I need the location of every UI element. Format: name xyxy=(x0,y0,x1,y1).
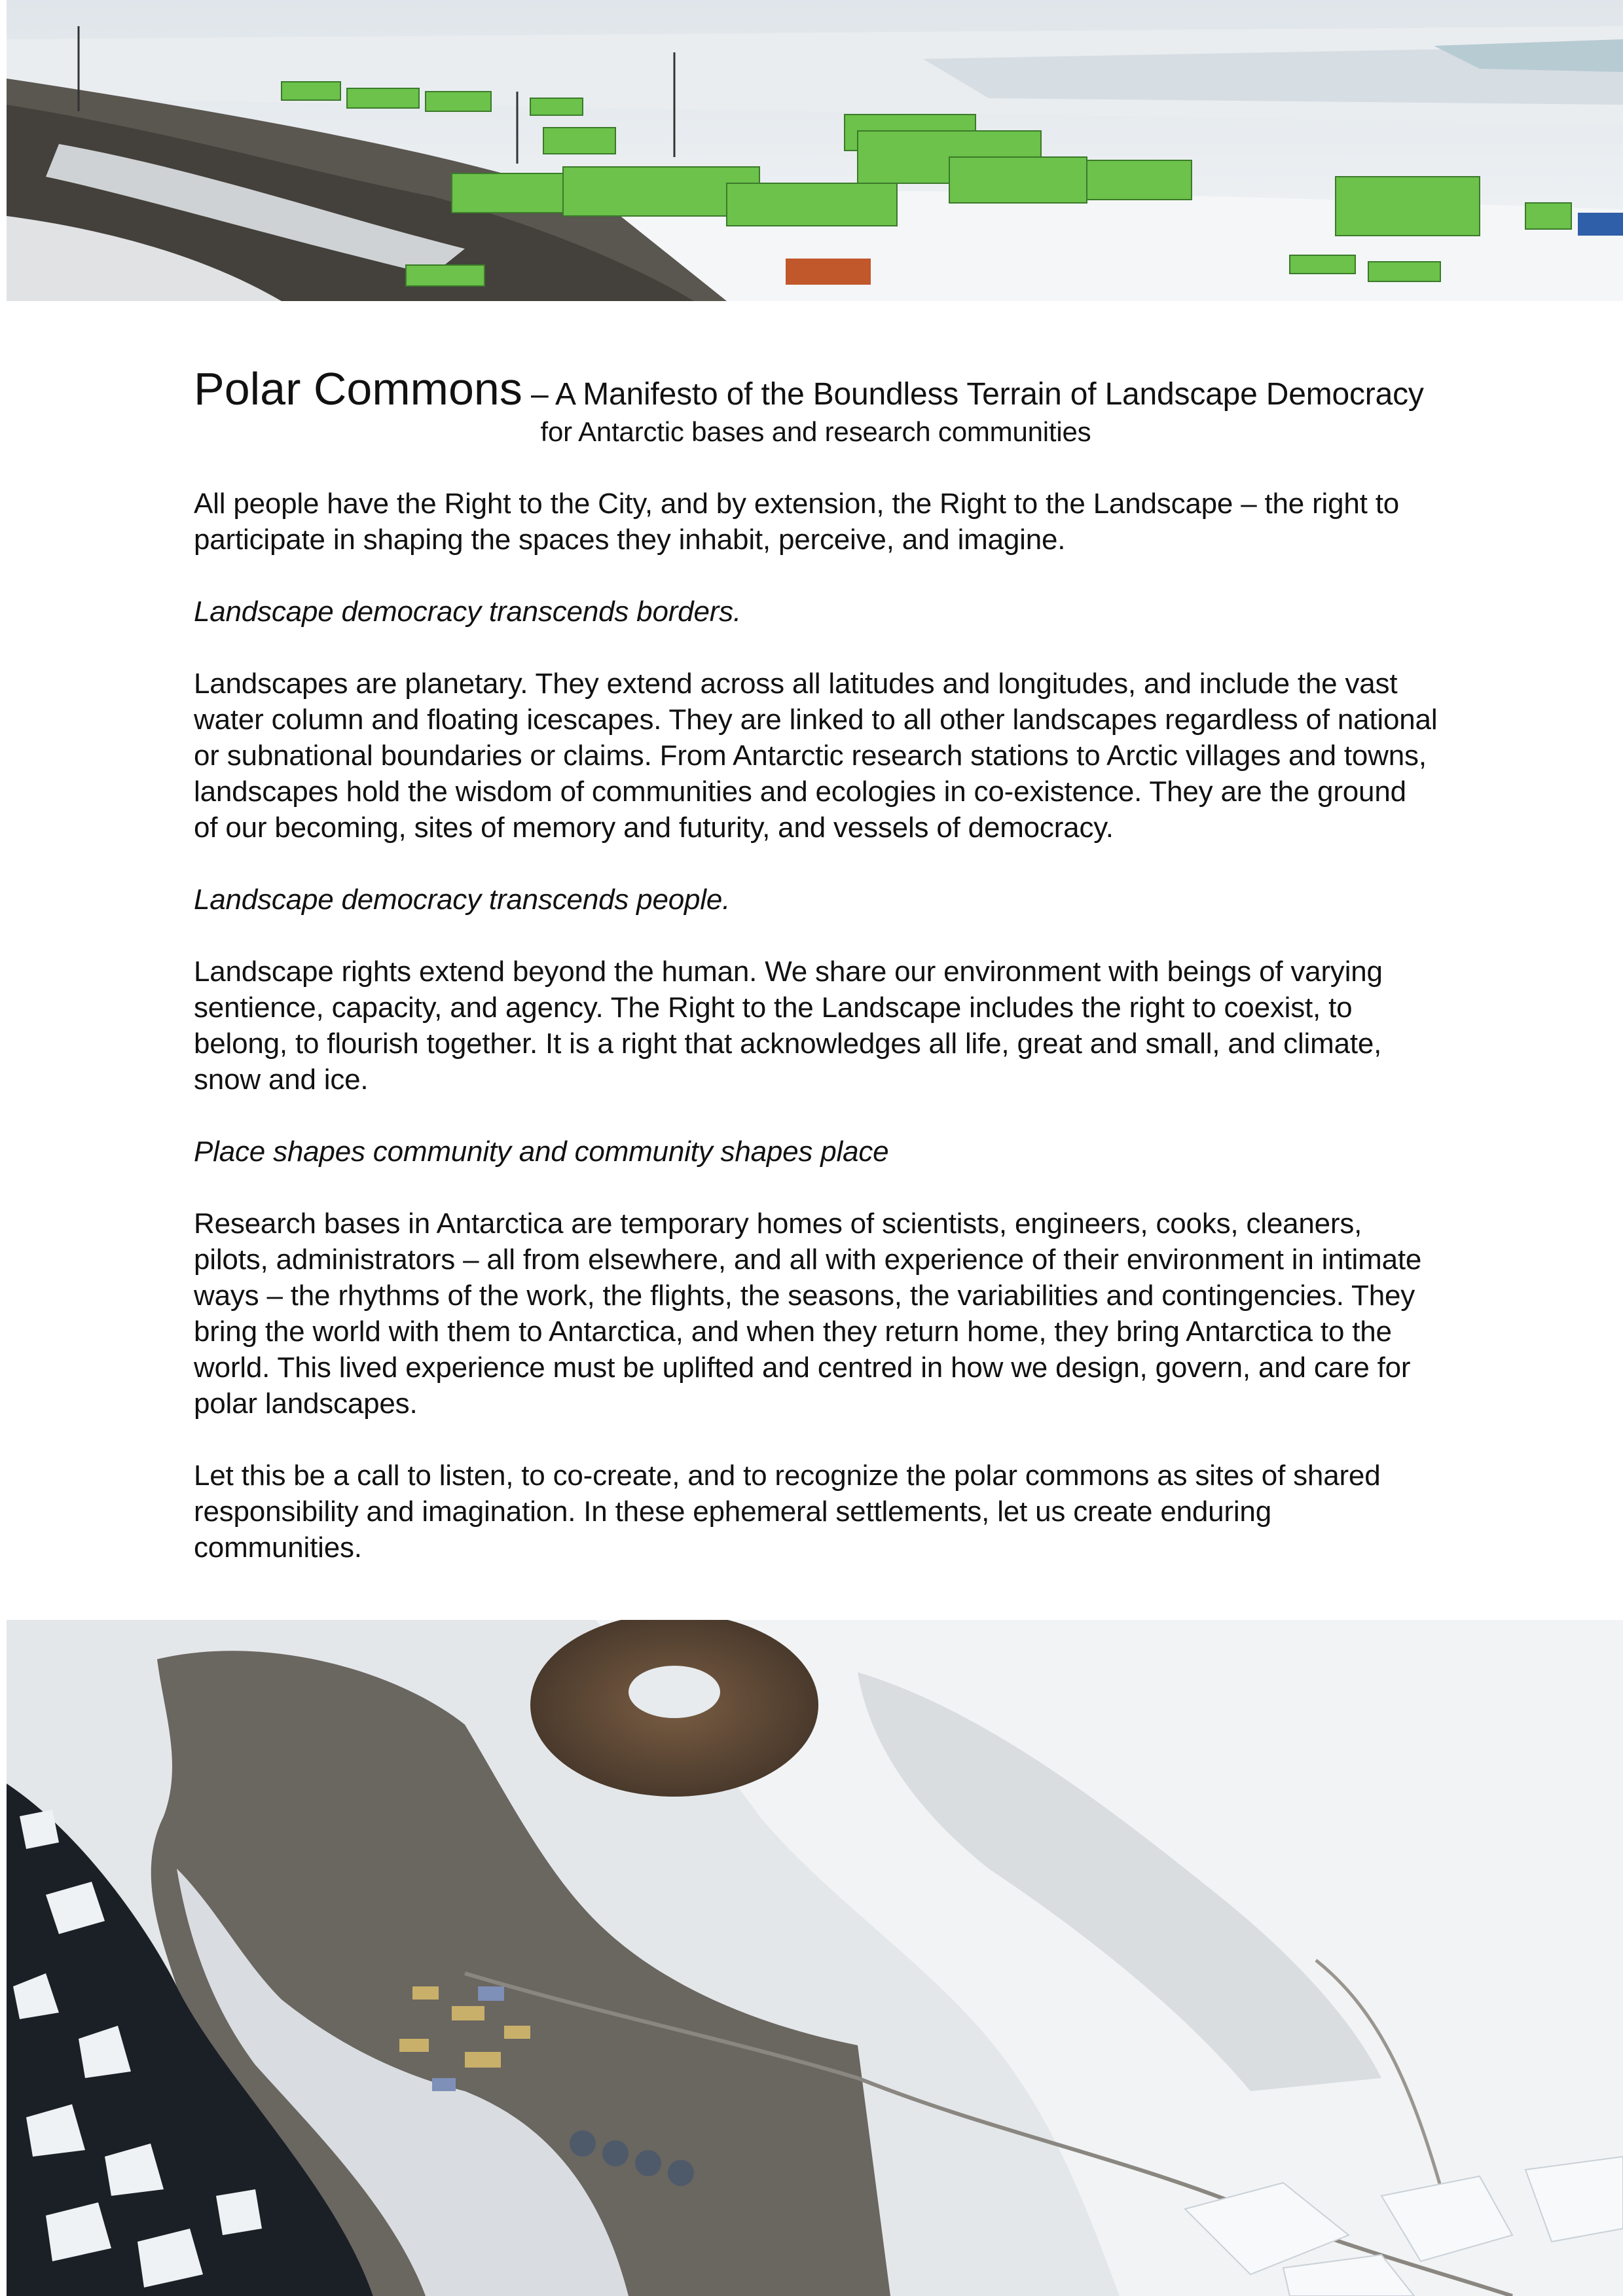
top-photo xyxy=(7,0,1623,301)
title-rest: – A Manifesto of the Boundless Terrain of Landscape Democracy xyxy=(522,377,1424,412)
title-main: Polar Commons xyxy=(194,363,522,414)
manifesto-body xyxy=(194,363,1438,1566)
paragraph-place: Research bases in Antarctica are temporary homes of scientists, engineers, cooks, cleaners, pilots, administrators – all from elsewhere, and all with experience of their environment in intimate ways – the rhythms of the work, the flights, the seasons, the variabilities and contingencies. They bring the world with them to Antarctica, and when they return home, they bring Antarctica to the world. This lived experience must be uplifted and centred in how we design, govern, and care for polar landscapes. xyxy=(194,1208,1422,1420)
subtitle: for Antarctic bases and research communities xyxy=(540,416,1091,447)
closing-paragraph: Let this be a call to listen, to co-create, and to recognize the polar commons as sites of shared responsibility and imagination. In these ephemeral settlements, let us create enduring communities. xyxy=(194,1460,1381,1564)
section-heading-place: Place shapes community and community shapes place xyxy=(194,1136,889,1168)
aerial-photo-illustration xyxy=(7,1620,1623,2296)
bottom-photo xyxy=(7,1620,1623,2296)
station-photo-illustration xyxy=(7,0,1623,301)
paragraph-borders: Landscapes are planetary. They extend across all latitudes and longitudes, and include the vast water column and floating icescapes. They are linked to all other landscapes regardless of national or subnational boundaries or claims. From Antarctic research stations to Arctic villages and towns, landscapes hold the wisdom of communities and ecologies in co-existence. They are the ground of our becoming, sites of memory and futurity, and vessels of democracy. xyxy=(194,668,1438,844)
section-heading-borders: Landscape democracy transcends borders. xyxy=(194,596,741,628)
section-heading-people: Landscape democracy transcends people. xyxy=(194,884,731,916)
paragraph-people: Landscape rights extend beyond the human. We share our environment with beings of varying sentience, capacity, and agency. The Right to the Landscape includes the right to coexist, to belong, to flourish together. It is a right that acknowledges all life, great and small, and climate, snow and ice. xyxy=(194,956,1383,1096)
page-title xyxy=(194,363,1438,414)
intro-paragraph: All people have the Right to the City, and by extension, the Right to the Landscape – the right to participate in shaping the spaces they inhabit, perceive, and imagine. xyxy=(194,488,1400,556)
